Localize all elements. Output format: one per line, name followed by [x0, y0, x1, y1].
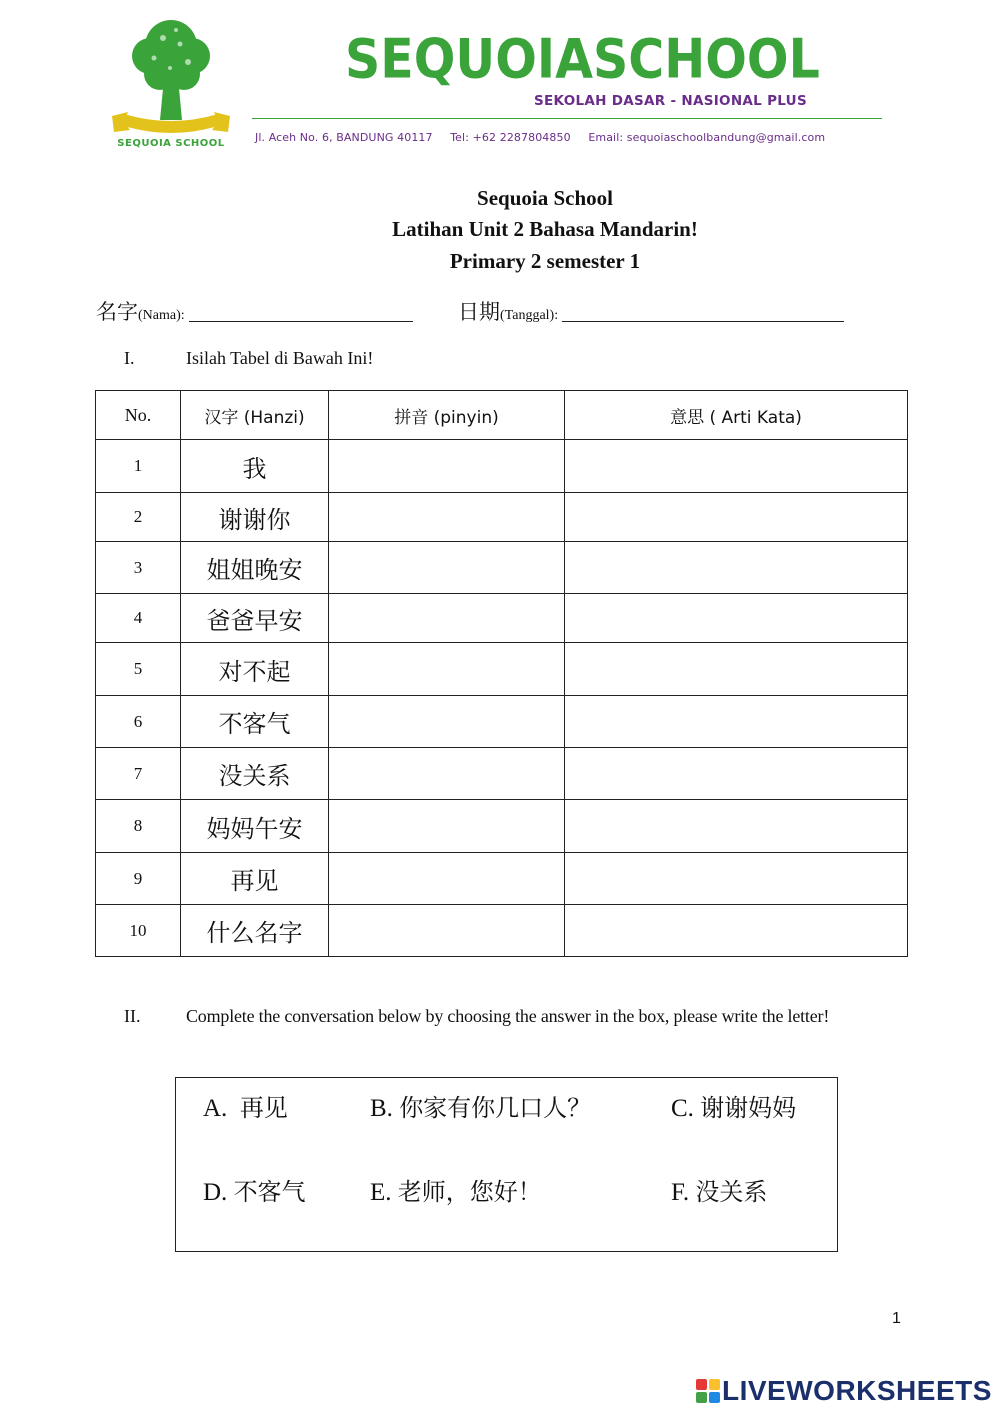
option-d — [203, 1172, 306, 1207]
meaning-answer-cell[interactable] — [565, 800, 908, 853]
school-email: Email: sequoiaschoolbandung@gmail.com — [588, 131, 826, 144]
header-pinyin: 拼音 (pinyin) — [329, 391, 565, 440]
row-number: 2 — [96, 493, 181, 542]
meaning-answer-cell[interactable] — [565, 696, 908, 748]
row-hanzi: 不客气 — [181, 696, 329, 748]
pinyin-answer-cell[interactable] — [329, 696, 565, 748]
row-hanzi: 谢谢你 — [181, 493, 329, 542]
row-hanzi: 没关系 — [181, 748, 329, 800]
section-2-number: II. — [124, 1006, 141, 1026]
table-row — [96, 594, 908, 643]
pinyin-answer-cell[interactable] — [329, 800, 565, 853]
option-text: 不客气 — [233, 1178, 306, 1206]
table-row — [96, 905, 908, 957]
date-blank-line[interactable] — [562, 303, 844, 322]
option-letter: E. — [370, 1179, 392, 1206]
option-f — [671, 1172, 767, 1207]
name-field-row — [96, 296, 413, 326]
doc-title-school: Sequoia School — [477, 186, 613, 210]
doc-title-unit: Latihan Unit 2 Bahasa Mandarin! — [392, 217, 698, 241]
meaning-answer-cell[interactable] — [565, 594, 908, 643]
watermark-text: LIVEWORKSHEETS — [722, 1375, 992, 1406]
row-number: 6 — [96, 696, 181, 748]
pinyin-answer-cell[interactable] — [329, 493, 565, 542]
option-letter: C. — [671, 1095, 694, 1122]
header-no: No. — [96, 391, 181, 440]
row-hanzi: 妈妈午安 — [181, 800, 329, 853]
table-row — [96, 853, 908, 905]
option-text: 谢谢妈妈 — [700, 1094, 797, 1122]
pinyin-answer-cell[interactable] — [329, 748, 565, 800]
option-text: 你家有你几口人？ — [399, 1094, 592, 1122]
row-number: 7 — [96, 748, 181, 800]
name-label-cn: 名字 — [96, 300, 138, 324]
sequoia-tree-logo-icon — [108, 16, 234, 158]
pinyin-answer-cell[interactable] — [329, 440, 565, 493]
row-hanzi: 对不起 — [181, 643, 329, 696]
row-number: 5 — [96, 643, 181, 696]
header-meaning: 意思 ( Arti Kata) — [565, 391, 908, 440]
header-divider — [252, 118, 882, 119]
date-field-row — [458, 296, 844, 326]
row-number: 10 — [96, 905, 181, 957]
option-letter: A. — [203, 1095, 228, 1122]
meaning-answer-cell[interactable] — [565, 542, 908, 594]
row-number: 1 — [96, 440, 181, 493]
table-row — [96, 696, 908, 748]
row-hanzi: 再见 — [181, 853, 329, 905]
row-hanzi: 我 — [181, 440, 329, 493]
school-name-wordmark: SEQUOIASCHOOL — [345, 28, 820, 91]
table-row — [96, 493, 908, 542]
pinyin-answer-cell[interactable] — [329, 853, 565, 905]
header-hanzi: 汉字 (Hanzi) — [181, 391, 329, 440]
table-row — [96, 800, 908, 853]
option-a — [203, 1088, 288, 1123]
row-hanzi: 姐姐晚安 — [181, 542, 329, 594]
row-number: 3 — [96, 542, 181, 594]
table-row — [96, 440, 908, 493]
table-row — [96, 643, 908, 696]
row-number: 9 — [96, 853, 181, 905]
option-letter: D. — [203, 1179, 228, 1206]
pinyin-answer-cell[interactable] — [329, 905, 565, 957]
option-letter: F. — [671, 1179, 690, 1206]
option-text: 再见 — [239, 1094, 288, 1122]
table-row — [96, 542, 908, 594]
meaning-answer-cell[interactable] — [565, 853, 908, 905]
section-2-instruction: Complete the conversation below by choosing the answer in the box, please write the letter! — [186, 1006, 830, 1026]
option-c — [671, 1088, 796, 1123]
date-label-cn: 日期 — [458, 300, 500, 324]
table-row — [96, 748, 908, 800]
school-subtitle: SEKOLAH DASAR - NASIONAL PLUS — [534, 93, 807, 109]
row-number: 4 — [96, 594, 181, 643]
pinyin-answer-cell[interactable] — [329, 542, 565, 594]
school-phone: Tel: +62 2287804850 — [450, 131, 571, 144]
page-number: 1 — [892, 1310, 901, 1327]
pinyin-answer-cell[interactable] — [329, 594, 565, 643]
option-e — [370, 1172, 542, 1207]
table-header-row — [96, 391, 908, 440]
section-1-instruction: Isilah Tabel di Bawah Ini! — [186, 348, 374, 368]
meaning-answer-cell[interactable] — [565, 748, 908, 800]
meaning-answer-cell[interactable] — [565, 493, 908, 542]
row-hanzi: 什么名字 — [181, 905, 329, 957]
meaning-answer-cell[interactable] — [565, 440, 908, 493]
section-1-number: I. — [124, 348, 135, 368]
option-text: 老师，您好！ — [397, 1178, 542, 1206]
row-hanzi: 爸爸早安 — [181, 594, 329, 643]
liveworksheets-badge-icon — [696, 1379, 720, 1403]
pinyin-answer-cell[interactable] — [329, 643, 565, 696]
date-label: (Tanggal): — [500, 308, 559, 323]
school-address: Jl. Aceh No. 6, BANDUNG 40117 — [255, 131, 433, 144]
name-blank-line[interactable] — [189, 303, 413, 322]
option-b — [370, 1088, 591, 1123]
doc-title-level: Primary 2 semester 1 — [449, 249, 641, 273]
meaning-answer-cell[interactable] — [565, 643, 908, 696]
row-number: 8 — [96, 800, 181, 853]
liveworksheets-watermark[interactable] — [696, 1376, 992, 1406]
option-letter: B. — [370, 1095, 393, 1122]
vocabulary-table — [95, 390, 908, 957]
contact-line — [255, 131, 895, 144]
logo-caption: SEQUOIA SCHOOL — [117, 138, 225, 149]
meaning-answer-cell[interactable] — [565, 905, 908, 957]
answer-choices-box — [175, 1077, 838, 1252]
name-label: (Nama): — [138, 308, 185, 323]
option-text: 没关系 — [695, 1178, 768, 1206]
